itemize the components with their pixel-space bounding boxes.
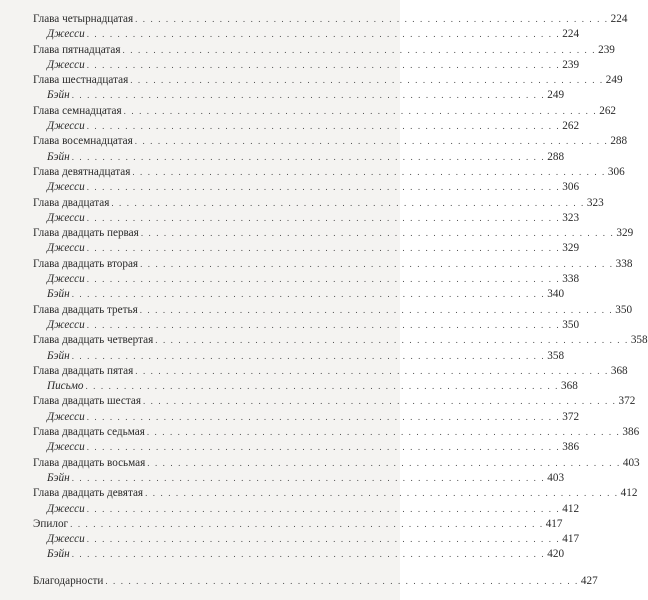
page-number: 372 bbox=[562, 410, 580, 423]
toc-entry-title: Глава двадцать третья bbox=[33, 303, 138, 316]
dot-leader: . . . . . . . . . . . . . . . . . . . . . . . . . . . . . . . . . . . . . . . . . . . . . . . . . . . . . . . . . . . . . . bbox=[70, 518, 544, 529]
page-number: 403 bbox=[622, 456, 640, 469]
toc-entry bbox=[33, 73, 623, 88]
page-number: 288 bbox=[610, 135, 628, 148]
toc-entry-title: Глава восемнадцатая bbox=[33, 135, 133, 148]
toc-subentry bbox=[33, 241, 580, 256]
dot-leader: . . . . . . . . . . . . . . . . . . . . . . . . . . . . . . . . . . . . . . . . . . . . . . . . . . . . . . . . . . . . . . bbox=[86, 29, 561, 40]
toc-subentry-title: Джесси bbox=[47, 181, 85, 194]
dot-leader: . . . . . . . . . . . . . . . . . . . . . . . . . . . . . . . . . . . . . . . . . . . . . . . . . . . . . . . . . . . . . . bbox=[86, 274, 561, 285]
toc-subentry-title: Джесси bbox=[47, 120, 85, 133]
toc-entry-title: Глава двадцать пятая bbox=[33, 364, 134, 377]
dot-leader: . . . . . . . . . . . . . . . . . . . . . . . . . . . . . . . . . . . . . . . . . . . . . . . . . . . . . . . . . . . . . . bbox=[86, 182, 561, 193]
toc-entry bbox=[33, 303, 633, 318]
page-number: 262 bbox=[599, 104, 617, 117]
toc-subentry bbox=[33, 180, 580, 195]
page-number: 249 bbox=[547, 89, 565, 102]
toc-subentry-title: Бэйн bbox=[47, 89, 70, 102]
toc-subentry-title: Джесси bbox=[47, 533, 85, 546]
dot-leader: . . . . . . . . . . . . . . . . . . . . . . . . . . . . . . . . . . . . . . . . . . . . . . . . . . . . . . . . . . . . . . bbox=[86, 442, 561, 453]
toc-subentry-title: Джесси bbox=[47, 410, 85, 423]
toc-entry bbox=[33, 104, 617, 119]
page-number: 323 bbox=[586, 196, 604, 209]
toc-subentry bbox=[33, 272, 580, 287]
toc-subentry bbox=[33, 211, 580, 226]
page-number: 358 bbox=[547, 349, 565, 362]
page-number: 249 bbox=[605, 74, 623, 87]
toc-subentry-title: Джесси bbox=[47, 211, 85, 224]
page-number: 329 bbox=[616, 227, 634, 240]
toc-subentry-title: Джесси bbox=[47, 502, 85, 515]
dot-leader: . . . . . . . . . . . . . . . . . . . . . . . . . . . . . . . . . . . . . . . . . . . . . . . . . . . . . . . . . . . . . . bbox=[105, 575, 579, 586]
toc-subentry bbox=[33, 440, 580, 455]
toc-entry-title: Глава двадцать четвертая bbox=[33, 334, 154, 347]
page-number: 368 bbox=[561, 380, 578, 393]
dot-leader: . . . . . . . . . . . . . . . . . . . . . . . . . . . . . . . . . . . . . . . . . . . . . . . . . . . . . . . . . . . . . . bbox=[85, 381, 560, 392]
page-number: 306 bbox=[607, 165, 625, 178]
toc-entry-title: Глава девятнадцатая bbox=[33, 165, 131, 178]
toc-entry bbox=[33, 12, 628, 27]
dot-leader: . . . . . . . . . . . . . . . . . . . . . . . . . . . . . . . . . . . . . . . . . . . . . . . . . . . . . . . . . . . . . . bbox=[140, 258, 614, 269]
toc-subentry-title: Джесси bbox=[47, 58, 85, 71]
page-number: 350 bbox=[615, 303, 633, 316]
dot-leader: . . . . . . . . . . . . . . . . . . . . . . . . . . . . . . . . . . . . . . . . . . . . . . . . . . . . . . . . . . . . . . bbox=[86, 503, 561, 514]
toc-subentry-title: Бэйн bbox=[47, 471, 70, 484]
toc-entry bbox=[33, 486, 638, 501]
page-number: 224 bbox=[610, 13, 628, 25]
page-number: 288 bbox=[547, 150, 565, 163]
page-number: 338 bbox=[562, 273, 580, 286]
toc-entry bbox=[33, 394, 636, 409]
toc-entry bbox=[33, 456, 640, 471]
toc-entry bbox=[33, 364, 628, 379]
dot-leader: . . . . . . . . . . . . . . . . . . . . . . . . . . . . . . . . . . . . . . . . . . . . . . . . . . . . . . . . . . . . . . bbox=[111, 197, 585, 208]
dot-leader: . . . . . . . . . . . . . . . . . . . . . . . . . . . . . . . . . . . . . . . . . . . . . . . . . . . . . . . . . . . . . . bbox=[86, 212, 561, 223]
toc-subentry bbox=[33, 287, 565, 302]
dot-leader: . . . . . . . . . . . . . . . . . . . . . . . . . . . . . . . . . . . . . . . . . . . . . . . . . . . . . . . . . . . . . . bbox=[71, 350, 546, 361]
toc-subentry-title: Бэйн bbox=[47, 349, 70, 362]
dot-leader: . . . . . . . . . . . . . . . . . . . . . . . . . . . . . . . . . . . . . . . . . . . . . . . . . . . . . . . . . . . . . . bbox=[71, 549, 546, 560]
toc-subentry-title: Джесси bbox=[47, 273, 85, 286]
page-number: 323 bbox=[562, 211, 580, 224]
toc-entry-title: Глава двадцать вторая bbox=[33, 257, 139, 270]
page-number: 417 bbox=[545, 517, 563, 530]
toc-subentry bbox=[33, 58, 580, 73]
page-number: 340 bbox=[547, 288, 565, 301]
toc-subentry-title: Джесси bbox=[47, 28, 85, 41]
toc-entry-title: Глава четырнадцатая bbox=[33, 13, 134, 25]
toc-entry bbox=[33, 517, 563, 532]
dot-leader: . . . . . . . . . . . . . . . . . . . . . . . . . . . . . . . . . . . . . . . . . . . . . . . . . . . . . . . . . . . . . . bbox=[71, 151, 546, 162]
page-number: 368 bbox=[610, 364, 628, 377]
toc-subentry bbox=[33, 27, 580, 42]
toc-entry bbox=[33, 425, 640, 440]
toc-subentry bbox=[33, 547, 565, 562]
dot-leader: . . . . . . . . . . . . . . . . . . . . . . . . . . . . . . . . . . . . . . . . . . . . . . . . . . . . . . . . . . . . . . bbox=[135, 14, 609, 24]
toc-subentry bbox=[33, 349, 565, 364]
dot-leader: . . . . . . . . . . . . . . . . . . . . . . . . . . . . . . . . . . . . . . . . . . . . . . . . . . . . . . . . . . . . . . bbox=[123, 105, 598, 116]
dot-leader: . . . . . . . . . . . . . . . . . . . . . . . . . . . . . . . . . . . . . . . . . . . . . . . . . . . . . . . . . . . . . . bbox=[155, 335, 629, 346]
page-number: 386 bbox=[562, 441, 580, 454]
toc-entry-title: Глава двадцать восьмая bbox=[33, 456, 146, 469]
toc-subentry bbox=[33, 379, 578, 394]
toc-entry-title: Глава семнадцатая bbox=[33, 104, 122, 117]
page-number: 420 bbox=[547, 548, 565, 561]
toc-entry-title: Глава двадцать девятая bbox=[33, 487, 144, 500]
dot-leader: . . . . . . . . . . . . . . . . . . . . . . . . . . . . . . . . . . . . . . . . . . . . . . . . . . . . . . . . . . . . . . bbox=[122, 44, 597, 55]
toc-subentry bbox=[33, 410, 580, 425]
toc-entry bbox=[33, 226, 634, 241]
dot-leader: . . . . . . . . . . . . . . . . . . . . . . . . . . . . . . . . . . . . . . . . . . . . . . . . . . . . . . . . . . . . . . bbox=[86, 411, 561, 422]
page-number: 412 bbox=[562, 502, 580, 515]
dot-leader: . . . . . . . . . . . . . . . . . . . . . . . . . . . . . . . . . . . . . . . . . . . . . . . . . . . . . . . . . . . . . . bbox=[140, 228, 615, 239]
page-number: 262 bbox=[562, 120, 580, 133]
dot-leader: . . . . . . . . . . . . . . . . . . . . . . . . . . . . . . . . . . . . . . . . . . . . . . . . . . . . . . . . . . . . . . bbox=[86, 121, 561, 132]
page-number: 427 bbox=[580, 574, 598, 587]
toc-entry-title: Глава двадцать шестая bbox=[33, 395, 141, 408]
page-number: 417 bbox=[562, 533, 580, 546]
toc-entry bbox=[33, 43, 615, 58]
toc-subentry bbox=[33, 318, 580, 333]
dot-leader: . . . . . . . . . . . . . . . . . . . . . . . . . . . . . . . . . . . . . . . . . . . . . . . . . . . . . . . . . . . . . . bbox=[86, 243, 561, 254]
page-number: 372 bbox=[618, 395, 636, 408]
toc-entry bbox=[33, 196, 604, 211]
dot-leader: . . . . . . . . . . . . . . . . . . . . . . . . . . . . . . . . . . . . . . . . . . . . . . . . . . . . . . . . . . . . . . bbox=[147, 457, 621, 468]
toc-subentry bbox=[33, 532, 580, 547]
dot-leader: . . . . . . . . . . . . . . . . . . . . . . . . . . . . . . . . . . . . . . . . . . . . . . . . . . . . . . . . . . . . . . bbox=[86, 534, 561, 545]
toc-subentry-title: Бэйн bbox=[47, 150, 70, 163]
table-of-contents bbox=[33, 12, 648, 589]
dot-leader: . . . . . . . . . . . . . . . . . . . . . . . . . . . . . . . . . . . . . . . . . . . . . . . . . . . . . . . . . . . . . . bbox=[86, 319, 561, 330]
toc-subentry-title: Бэйн bbox=[47, 288, 70, 301]
dot-leader: . . . . . . . . . . . . . . . . . . . . . . . . . . . . . . . . . . . . . . . . . . . . . . . . . . . . . . . . . . . . . . bbox=[71, 289, 546, 300]
page-number: 239 bbox=[562, 58, 580, 71]
page-number: 350 bbox=[562, 318, 580, 331]
dot-leader: . . . . . . . . . . . . . . . . . . . . . . . . . . . . . . . . . . . . . . . . . . . . . . . . . . . . . . . . . . . . . . bbox=[139, 304, 614, 315]
toc-entry-title: Глава двадцать первая bbox=[33, 227, 139, 240]
toc-entry bbox=[33, 574, 598, 589]
toc-subentry bbox=[33, 150, 565, 165]
dot-leader: . . . . . . . . . . . . . . . . . . . . . . . . . . . . . . . . . . . . . . . . . . . . . . . . . . . . . . . . . . . . . . bbox=[71, 90, 546, 101]
page-number: 306 bbox=[562, 181, 580, 194]
toc-subentry-title: Бэйн bbox=[47, 548, 70, 561]
dot-leader: . . . . . . . . . . . . . . . . . . . . . . . . . . . . . . . . . . . . . . . . . . . . . . . . . . . . . . . . . . . . . . bbox=[135, 365, 609, 376]
toc-subentry bbox=[33, 119, 580, 134]
toc-subentry bbox=[33, 502, 580, 517]
dot-leader: . . . . . . . . . . . . . . . . . . . . . . . . . . . . . . . . . . . . . . . . . . . . . . . . . . . . . . . . . . . . . . bbox=[146, 427, 621, 438]
dot-leader: . . . . . . . . . . . . . . . . . . . . . . . . . . . . . . . . . . . . . . . . . . . . . . . . . . . . . . . . . . . . . . bbox=[71, 472, 546, 483]
page-number: 412 bbox=[620, 487, 638, 500]
toc-entry bbox=[33, 333, 648, 348]
dot-leader: . . . . . . . . . . . . . . . . . . . . . . . . . . . . . . . . . . . . . . . . . . . . . . . . . . . . . . . . . . . . . . bbox=[130, 75, 604, 86]
page-number: 403 bbox=[547, 471, 565, 484]
toc-entry bbox=[33, 165, 625, 180]
toc-subentry bbox=[33, 471, 565, 486]
toc-entry-title: Эпилог bbox=[33, 517, 69, 530]
dot-leader: . . . . . . . . . . . . . . . . . . . . . . . . . . . . . . . . . . . . . . . . . . . . . . . . . . . . . . . . . . . . . . bbox=[142, 396, 617, 407]
toc-entry-title: Глава пятнадцатая bbox=[33, 43, 121, 56]
toc-entry bbox=[33, 257, 633, 272]
page-number: 386 bbox=[622, 426, 640, 439]
toc-subentry-title: Джесси bbox=[47, 242, 85, 255]
toc-subentry bbox=[33, 88, 565, 103]
dot-leader: . . . . . . . . . . . . . . . . . . . . . . . . . . . . . . . . . . . . . . . . . . . . . . . . . . . . . . . . . . . . . . bbox=[132, 166, 606, 177]
toc-entry-title: Глава двадцатая bbox=[33, 196, 110, 209]
toc-subentry-title: Джесси bbox=[47, 441, 85, 454]
page-number: 329 bbox=[562, 242, 580, 255]
page-number: 338 bbox=[615, 257, 633, 270]
toc-subentry-title: Джесси bbox=[47, 318, 85, 331]
dot-leader: . . . . . . . . . . . . . . . . . . . . . . . . . . . . . . . . . . . . . . . . . . . . . . . . . . . . . . . . . . . . . . bbox=[134, 136, 609, 147]
dot-leader: . . . . . . . . . . . . . . . . . . . . . . . . . . . . . . . . . . . . . . . . . . . . . . . . . . . . . . . . . . . . . . bbox=[145, 488, 619, 499]
page-number: 239 bbox=[598, 43, 615, 56]
page-number: 358 bbox=[630, 334, 648, 347]
dot-leader: . . . . . . . . . . . . . . . . . . . . . . . . . . . . . . . . . . . . . . . . . . . . . . . . . . . . . . . . . . . . . . bbox=[86, 59, 561, 70]
page-number: 224 bbox=[562, 28, 580, 41]
toc-entry bbox=[33, 134, 628, 149]
toc-entry-title: Благодарности bbox=[33, 574, 104, 587]
toc-entry-title: Глава шестнадцатая bbox=[33, 74, 129, 87]
toc-entry-title: Глава двадцать седьмая bbox=[33, 426, 145, 439]
toc-subentry-title: Письмо bbox=[47, 380, 84, 393]
